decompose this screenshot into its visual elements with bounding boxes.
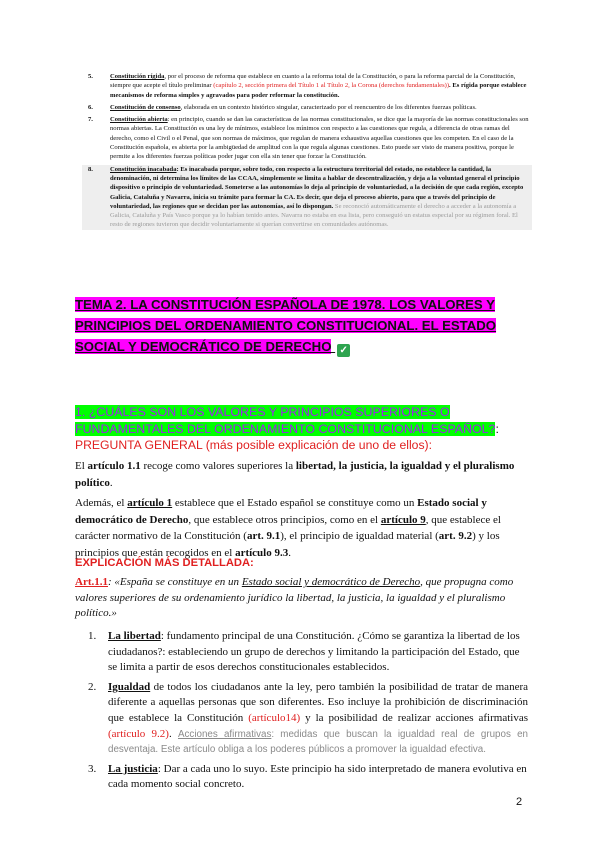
section-title: 1. ¿CUÁLES SON LOS VALORES Y PRINCIPIOS SUPERIORES O FUNDAMENTALES DEL ORDENAMIENTO CONSTITUCIONAL ESPAÑOL?	[75, 405, 496, 436]
list-item	[82, 115, 532, 161]
list-item	[88, 629, 528, 676]
article-ref: artículo 1	[127, 497, 173, 509]
list-text: y la posibilidad de realizar acciones afirmativas	[300, 711, 528, 724]
text: El	[75, 460, 88, 472]
section-colon: :	[495, 422, 499, 436]
list-text: : Dar a cada uno lo suyo. Este principio ha sido interpretado de manera evolutiva en cada momento social concreto.	[108, 762, 527, 791]
list-text: : en principio, cuando se dan las características de las normas constitucionales, se dice que la mayoría de las normas constitucionales son normas abiertas. La Constitución es una ley de mínimos, establece los mínimos con respecto a las cuestiones que regula, a diferencia de otras ramas del derecho, como el Civil o el Penal, que son normas de máximos, que regulan de manera exhaustiva aquellas cuestiones que les competen. En el caso de la Constitución española, es abierta por la ambigüedad de amplitud con la que regula algunas cuestiones. Esto puede ser visto de manera positiva, porque le permite a los diferentes fuerzas políticas poder jugar con ella sin tener que forzar la Constitución.	[110, 116, 529, 161]
text: .	[288, 546, 291, 559]
text: ) y los principios que están recogidos en el	[75, 530, 500, 559]
list-item	[82, 165, 532, 230]
paragraph-values	[75, 458, 535, 491]
section-heading	[75, 404, 535, 438]
list-item	[88, 762, 528, 793]
article-ref-red: (artículo 9.2)	[108, 727, 169, 740]
estado-social: Estado social y democrático de Derecho	[241, 576, 421, 588]
article-ref: artículo 1.1	[87, 460, 141, 472]
list-number: 8.	[88, 165, 93, 173]
list-item	[88, 680, 528, 758]
text: establece que el Estado español se constituye como un	[172, 497, 418, 509]
topic-heading	[75, 294, 525, 357]
list-gray-note: Se reconoció automáticamente el derecho a acceder a la autonomía a Galicia, Cataluña y País Vasco porque ya lo habían tenido antes. Navarra no estaba en esa lista, pero conseguió un estatus especial por su régimen foral. El resto de regiones tuvieron que decidir voluntariamente si querían convertirse en comunidades autónomas.	[110, 202, 518, 229]
list-item	[82, 72, 532, 100]
text: , que propugna como valores superiores de su ordenamiento jurídico la libertad, la justicia, la igualdad y el pluralismo político.»	[75, 576, 514, 620]
article-ref: art. 9.2	[438, 530, 473, 542]
list-number: 1.	[88, 630, 97, 642]
text: Además, el	[75, 497, 128, 509]
list-number: 3.	[88, 762, 97, 775]
article-ref: artículo 9.3	[235, 546, 289, 559]
article-1-1-quote	[75, 575, 535, 622]
list-text: de todos los ciudadanos ante la ley, pero también la posibilidad de tratar de manera diferente a aquellas personas que son diferentes. Eso incluye la prohibición de discriminación que establece la Constitución	[108, 680, 528, 724]
text: .	[109, 476, 113, 489]
list-text: : fundamento principal de una Constitución. ¿Cómo se garantiza la libertad de los ciudadanos?: estableciendo un grupo de derechos y limitando la participación del Estado, que se limita a partir de esos derechos constitucionales establecidos.	[108, 630, 520, 674]
article-ref-red: (artículo14)	[248, 711, 301, 724]
text: ), el principio de igualdad material (	[280, 530, 439, 542]
estado-social: Estado social y democrático de Derecho	[75, 497, 487, 526]
list-item	[82, 103, 532, 112]
list-number: 2.	[88, 680, 97, 693]
list-term: La justicia	[108, 762, 158, 775]
text: recoge como valores superiores la	[140, 460, 296, 472]
gray-term: Acciones afirmativas	[177, 728, 272, 740]
article-label: Art.1.1	[75, 576, 108, 588]
list-term: Constitución inacabada	[110, 165, 177, 173]
text: : «España se constituye en un	[108, 576, 242, 588]
article-ref: art. 9.1	[246, 530, 281, 542]
list-text: , por el proceso de reforma que establece en cuanto a la reforma total de la Constitución, o para la reforma parcial de la Constitución, siempre que acepte el título preliminar	[110, 73, 516, 90]
text: , que establece el carácter normativo de la Constitución (	[75, 513, 501, 542]
check-mark-icon: ✓	[337, 344, 350, 357]
list-term: Constitución rígida	[110, 73, 165, 80]
topic-title: TEMA 2. LA CONSTITUCIÓN ESPAÑOLA DE 1978. LOS VALORES Y PRINCIPIOS DEL ORDENAMIENTO CONSTITUCIONAL. EL ESTADO SOCIAL Y DEMOCRÁTICO DE DERECHO	[75, 297, 497, 354]
list-term: Constitución de consenso	[110, 103, 181, 111]
values-list: libertad, la justicia, la igualdad y el pluralismo político	[75, 460, 515, 489]
page-number: 2	[516, 796, 523, 808]
list-red-text: (capítulo 2, sección primera del Título 1 al Título 2, la Corona (derechos fundamentales))	[213, 82, 450, 90]
gray-note: : medidas que buscan la igualdad real de grupos en desventaja. Este artículo obliga a los poderes públicos a promover la igualdad efectiva.	[108, 728, 528, 756]
detailed-explanation-label: EXPLICACIÓN MÁS DETALLADA:	[75, 557, 254, 569]
list-text: : Es inacabada porque, sobre todo, con respecto a la estructura territorial del estado, no establece la cantidad, la denominación, ni determina los límites de las CCAA, simplemente se limita a hablar de descentralización, y deja a la voluntad general el principio dispositivo o principio de voluntariedad. Someterse a las autonomías lo deja al principio de voluntariedad, a la decisión de que cada región, excepto Galicia, Cataluña y Navarra, inicia su trámite para formar la CA. Es decir, que deja el proceso abierto, para que a través del principio de voluntariedad, las regiones que se decidan por las autonomías, así lo dispongan.	[110, 165, 524, 210]
list-text: .	[168, 727, 178, 740]
article-ref: artículo 9	[380, 513, 426, 526]
general-question-label: PREGUNTA GENERAL (más posible explicación de uno de ellos):	[75, 438, 432, 452]
list-text: , elaborada en un contexto histórico singular, caracterizado por el reencuentro de los diferentes fuerzas políticas.	[180, 103, 477, 111]
list-number: 7.	[88, 116, 93, 124]
paragraph-principles	[75, 495, 535, 561]
list-term: Igualdad	[108, 680, 151, 693]
list-term: Constitución abierta	[110, 116, 168, 124]
list-number: 5.	[88, 73, 93, 80]
list-text: . Es rígida porque establece mecanismos de reforma simples y agravados para poder reformar la constitución.	[110, 82, 527, 99]
text: , que establece otros principios, como en el	[188, 513, 381, 526]
values-ordered-list	[88, 629, 528, 797]
list-term: La libertad	[108, 630, 161, 642]
list-number: 6.	[88, 103, 93, 111]
constitution-characteristics-list	[82, 72, 532, 233]
